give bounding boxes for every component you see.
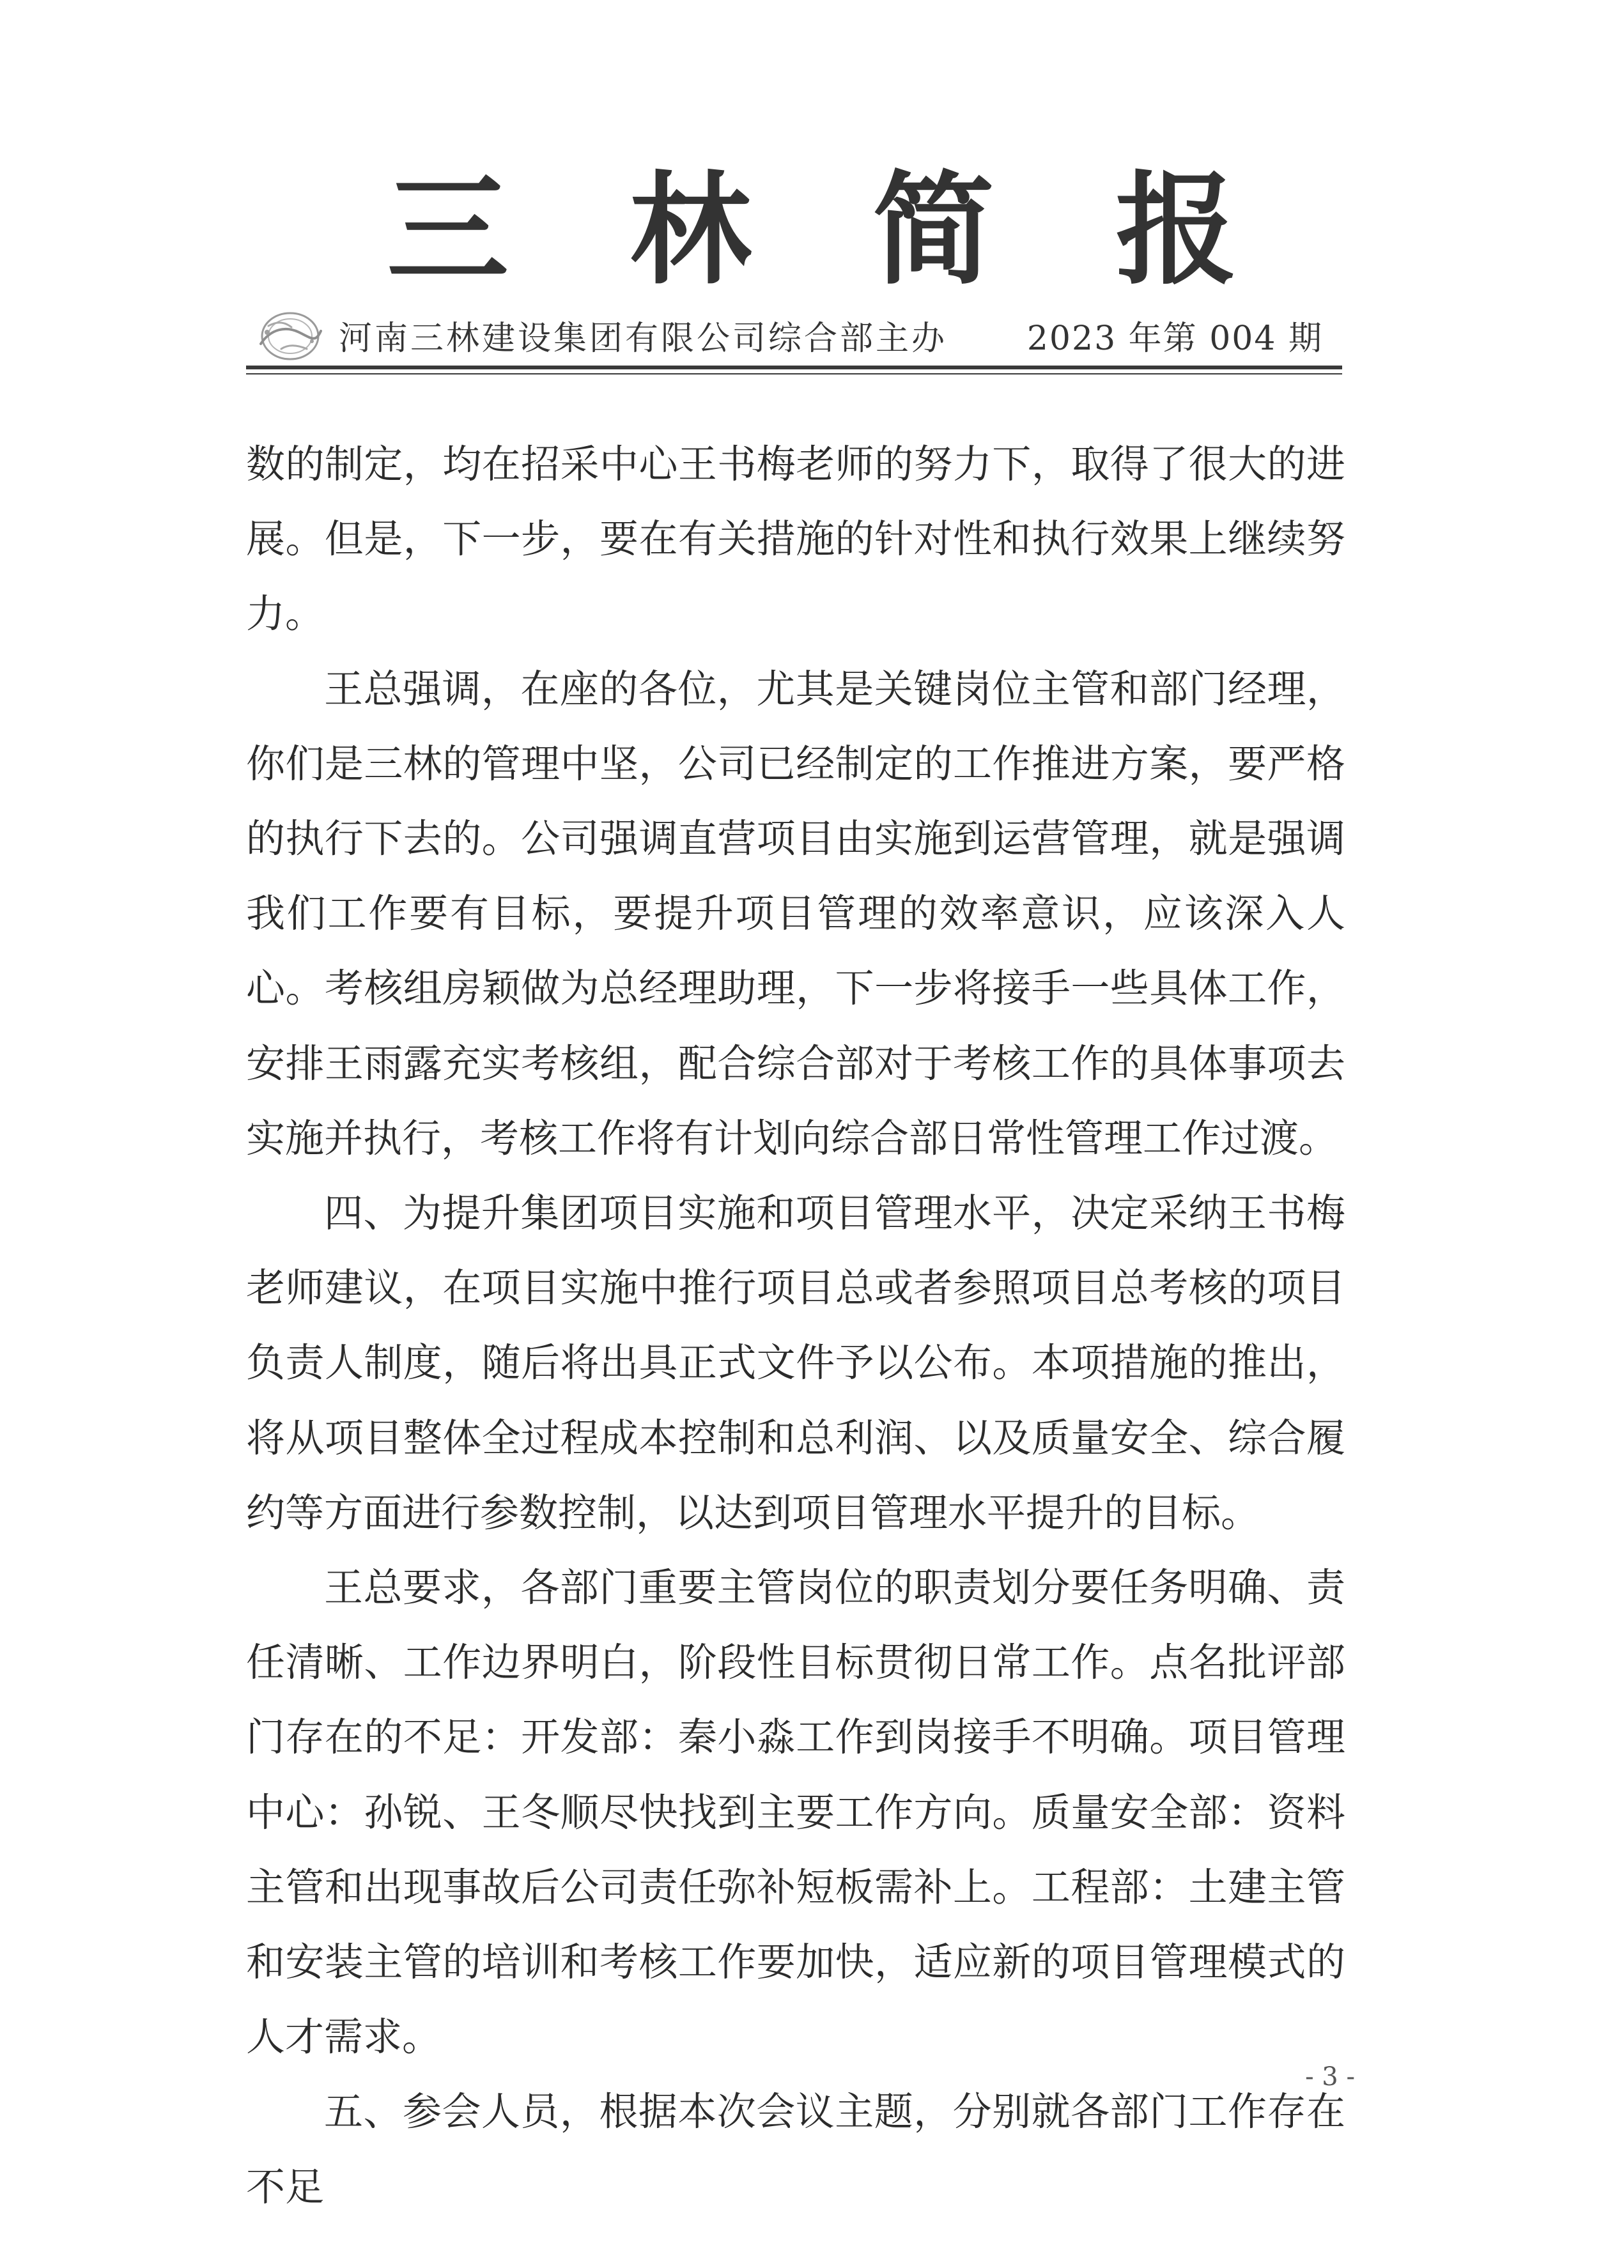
sanlin-logo-icon	[249, 307, 326, 364]
body-paragraph: 数的制定，均在招采中心王书梅老师的努力下，取得了很大的进展。但是，下一步，要在有关措施的针对性和执行效果上继续努力。	[246, 442, 1345, 637]
masthead-title	[0, 160, 1624, 300]
masthead-title-char: 林	[630, 158, 752, 301]
header-rule-thin	[246, 373, 1342, 374]
masthead-title-char: 报	[1115, 158, 1237, 301]
body-paragraph: 五、参会人员，根据本次会议主题，分别就各部门工作存在不足	[246, 2089, 1345, 2210]
masthead-header-bar	[249, 307, 1342, 364]
publisher-line: 河南三林建设集团有限公司综合部主办	[339, 320, 948, 358]
article-body	[246, 427, 1345, 2225]
body-paragraph: 四、为提升集团项目实施和项目管理水平，决定采纳王书梅老师建议，在项目实施中推行项目总或者参照项目总考核的项目负责人制度，随后将出具正式文件予以公布。本项措施的推出，将从项目整体全过程成本控制和总利润、以及质量安全、综合履约等方面进行参数控制，以达到项目管理水平提升的目标。	[246, 1191, 1345, 1536]
body-paragraph: 王总要求，各部门重要主管岗位的职责划分要任务明确、责任清晰、工作边界明白，阶段性目标贯彻日常工作。点名批评部门存在的不足：开发部：秦小淼工作到岗接手不明确。项目管理中心：孙锐、王冬顺尽快找到主要工作方向。质量安全部：资料主管和出现事故后公司责任弥补短板需补上。工程部：土建主管和安装主管的培训和考核工作要加快，适应新的项目管理模式的人才需求。	[246, 1565, 1345, 2060]
issue-number: 2023 年第 004 期	[1026, 320, 1323, 358]
body-paragraph: 王总强调，在座的各位，尤其是关键岗位主管和部门经理，你们是三林的管理中坚，公司已经制定的工作推进方案，要严格的执行下去的。公司强调直营项目由实施到运营管理，就是强调我们工作要有目标，要提升项目管理的效率意识，应该深入人心。考核组房颖做为总经理助理，下一步将接手一些具体工作，安排王雨露充实考核组，配合综合部对于考核工作的具体事项去实施并执行，考核工作将有计划向综合部日常性管理工作过渡。	[246, 666, 1345, 1161]
header-rule-thick	[246, 366, 1342, 369]
page-number: - 3 -	[1305, 2062, 1355, 2092]
masthead-title-char: 简	[872, 158, 994, 301]
masthead-title-char: 三	[387, 158, 509, 301]
